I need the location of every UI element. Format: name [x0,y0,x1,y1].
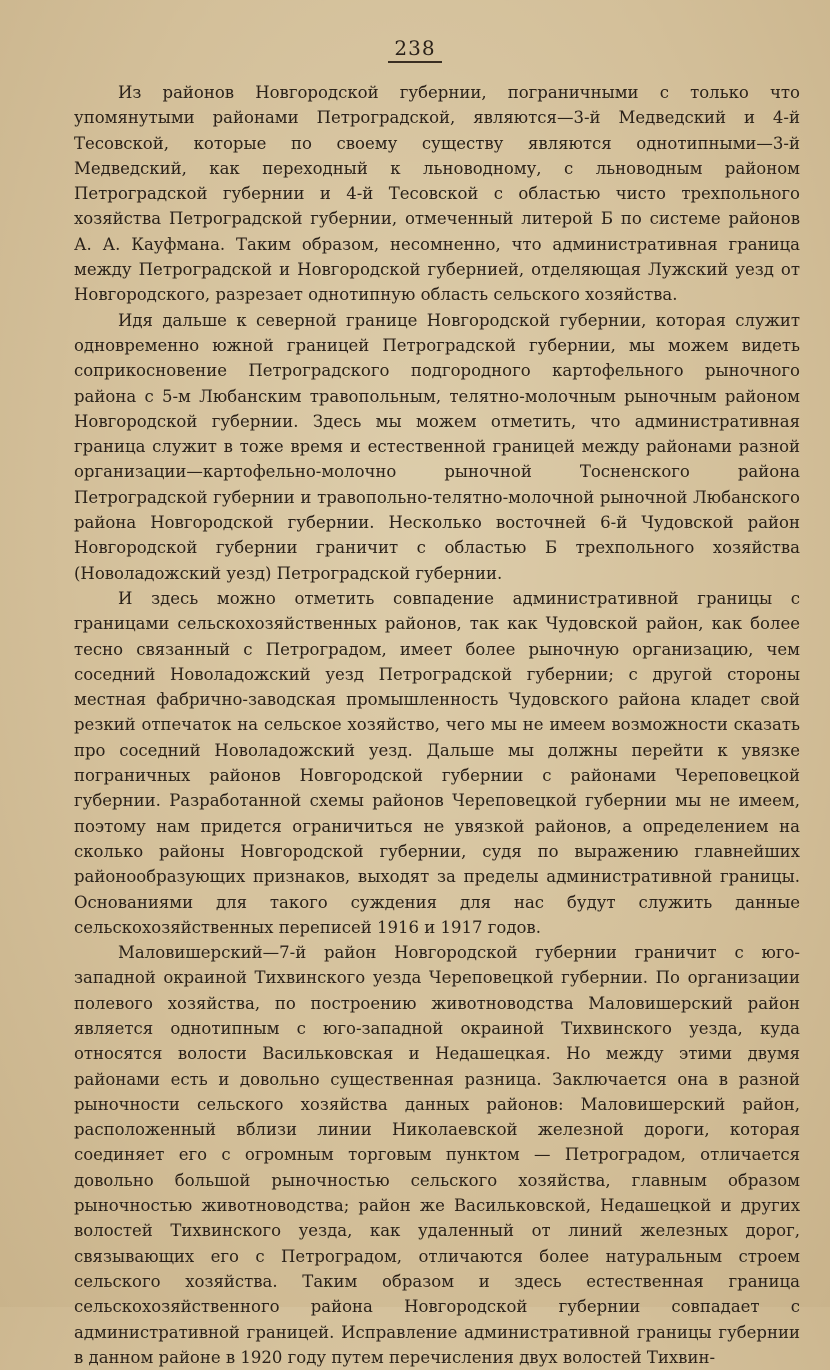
paragraph-4: Маловишерский—7-й район Новгородской губернии граничит с юго-западной окраиной Тихвинского уезда Череповецкой губернии. По организации полевого хозяйства, по построению животноводства Маловишерский район является однотипным с юго-западной окраиной Тихвинского уезда, куда относятся волости Васильковская и Недашецкая. Но между этими двумя районами есть и довольно существенная разница. Заключается она в разной рыночности сельского хозяйства данных районов: Маловишерский район, расположенный вблизи линии Николаевской железной дороги, которая соединяет его с огромным торговым пунктом — Петроградом, отличается довольно большой рыночностью сельского хозяйства, главным образом рыночностью животноводства; район же Васильковской, Недашецкой и других волостей Тихвинского уезда, как удаленный от линий железных дорог, связывающих его с Петроградом, отличаются более натуральным строем сельского хозяйства. Таким образом и здесь естественная граница сельскохозяйственного района Новгородской губернии совпадает с административной границей. Исправление административной границы губернии в данном районе в 1920 году путем перечисления двух волостей Тихвин- [74,943,800,1367]
page-number: 238 [0,36,830,63]
body-text [74,80,800,1370]
paragraph-2: Идя дальше к северной границе Новгородской губернии, которая служит одновременно южной границей Петроградской губернии, мы можем видеть соприкосновение Петроградского подгородного картофельного рыночного района с 5-м Любанским травопольным, телятно-молочным рыночным районом Новгородской губернии. Здесь мы можем отметить, что административная граница служит в тоже время и естественной границей между районами разной организации—картофельно-молочно рыночной Тосненского района Петроградской губернии и травопольно-телятно-молочной рыночной Любанского района Новгородской губернии. Несколько восточней 6-й Чудовской район Новгородской губернии граничит с областью Б трехпольного хозяйства (Новоладожский уезд) Петроградской губернии. [74,310,800,583]
paragraph-1: Из районов Новгородской губернии, пограничными с только что упомянутыми районами Петроградской, являются—3-й Медведский и 4-й Тесовской, которые по своему существу являются однотипными—3-й Медведский, как переходный к льноводному, с льноводным районом Петроградской губернии и 4-й Тесовской с областью чисто трехпольного хозяйства Петроградской губернии, отмеченный литерой Б по системе районов А. А. Кауфмана. Таким образом, несомненно, что административная граница между Петроградской и Новгородской губернией, отделяющая Лужский уезд от Новгородского, разрезает однотипную область сельского хозяйства. [74,83,800,305]
paragraph-3: И здесь можно отметить совпадение административной границы с границами сельскохозяйственных районов, так как Чудовской район, как более тесно связанный с Петроградом, имеет более рыночную организацию, чем соседний Новоладожский уезд Петроградской губернии; с другой стороны местная фабрично-заводская промышленность Чудовского района кладет свой резкий отпечаток на сельское хозяйство, чего мы не имеем возможности сказать про соседний Новоладожский уезд. Дальше мы должны перейти к увязке пограничных районов Новгородской губернии с районами Череповецкой губернии. Разработанной схемы районов Череповецкой губернии мы не имеем, поэтому нам придется ограничиться не увязкой районов, а определением на сколько районы Новгородской губернии, судя по выражению главнейших районообразующих признаков, выходят за пределы административной границы. Основаниями для такого суждения для нас будут служить данные сельскохозяйственных переписей 1916 и 1917 годов. [74,588,800,937]
